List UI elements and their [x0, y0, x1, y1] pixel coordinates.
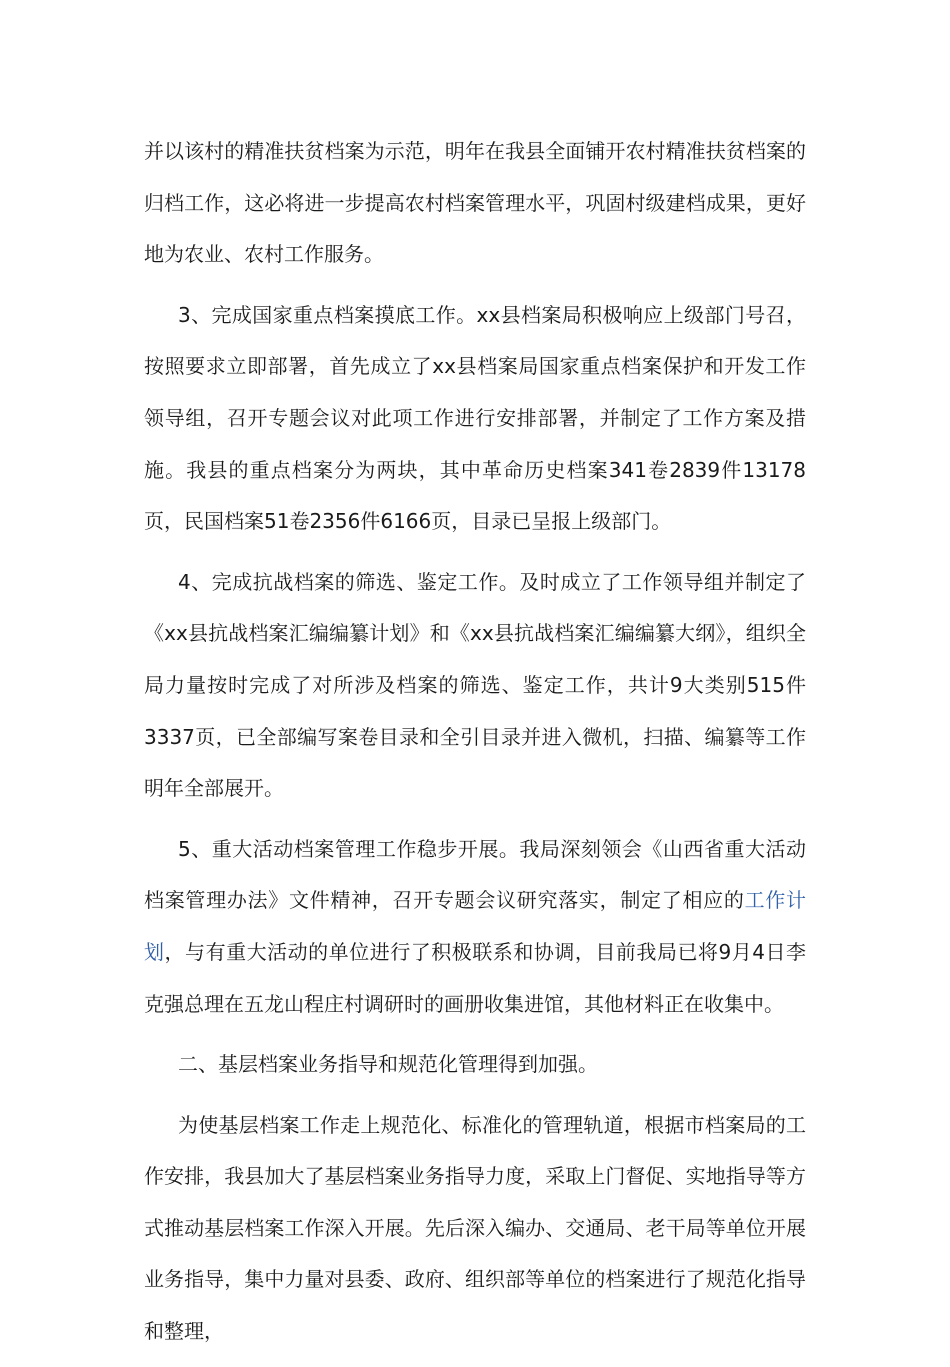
section-heading-2: 二、基层档案业务指导和规范化管理得到加强。 — [178, 1052, 598, 1077]
paragraph-item-4: 4、完成抗战档案的筛选、鉴定工作。及时成立了工作领导组并制定了《xx县抗战档案汇编编纂计划》和《xx县抗战档案汇编编纂大纲》，组织全局力量按时完成了对所涉及档案的筛选、鉴定工作，共计9大类别515件3337页，已全部编写案卷目录和全引目录并进入微机，扫描、编纂等工作明年全部展开。 — [144, 569, 806, 801]
work-plan-link[interactable]: 工作计划 — [144, 888, 807, 964]
paragraph-item-5-text-after: ，与有重大活动的单位进行了积极联系和协调，目前我局已将9月4日李克强总理在五龙山程庄村调研时的画册收集进馆，其他材料正在收集中。 — [144, 939, 807, 1016]
paragraph-continuation: 并以该村的精准扶贫档案为示范，明年在我县全面铺开农村精准扶贫档案的归档工作，这必将进一步提高农村档案管理水平，巩固村级建档成果，更好地为农业、农村工作服务。 — [144, 139, 806, 267]
paragraph-item-3: 3、完成国家重点档案摸底工作。xx县档案局积极响应上级部门号召，按照要求立即部署，首先成立了xx县档案局国家重点档案保护和开发工作领导组，召开专题会议对此项工作进行安排部署，并制定了工作方案及措施。我县的重点档案分为两块，其中革命历史档案341卷2839件13178页，民国档案51卷2356件6166页，目录已呈报上级部门。 — [144, 302, 806, 534]
paragraph-item-5-text-before: 5、重大活动档案管理工作稳步开展。我局深刻领会《山西省重大活动档案管理办法》文件精神，召开专题会议研究落实，制定了相应的 — [144, 836, 806, 913]
paragraph-section-2-body: 为使基层档案工作走上规范化、标准化的管理轨道，根据市档案局的工作安排，我县加大了基层档案业务指导力度，采取上门督促、实地指导等方式推动基层档案工作深入开展。先后深入编办、交通局、老干局等单位开展业务指导，集中力量对县委、政府、组织部等单位的档案进行了规范化指导和整理， — [144, 1112, 806, 1344]
paragraph-item-5 — [144, 824, 806, 1030]
document-body — [144, 126, 806, 1367]
